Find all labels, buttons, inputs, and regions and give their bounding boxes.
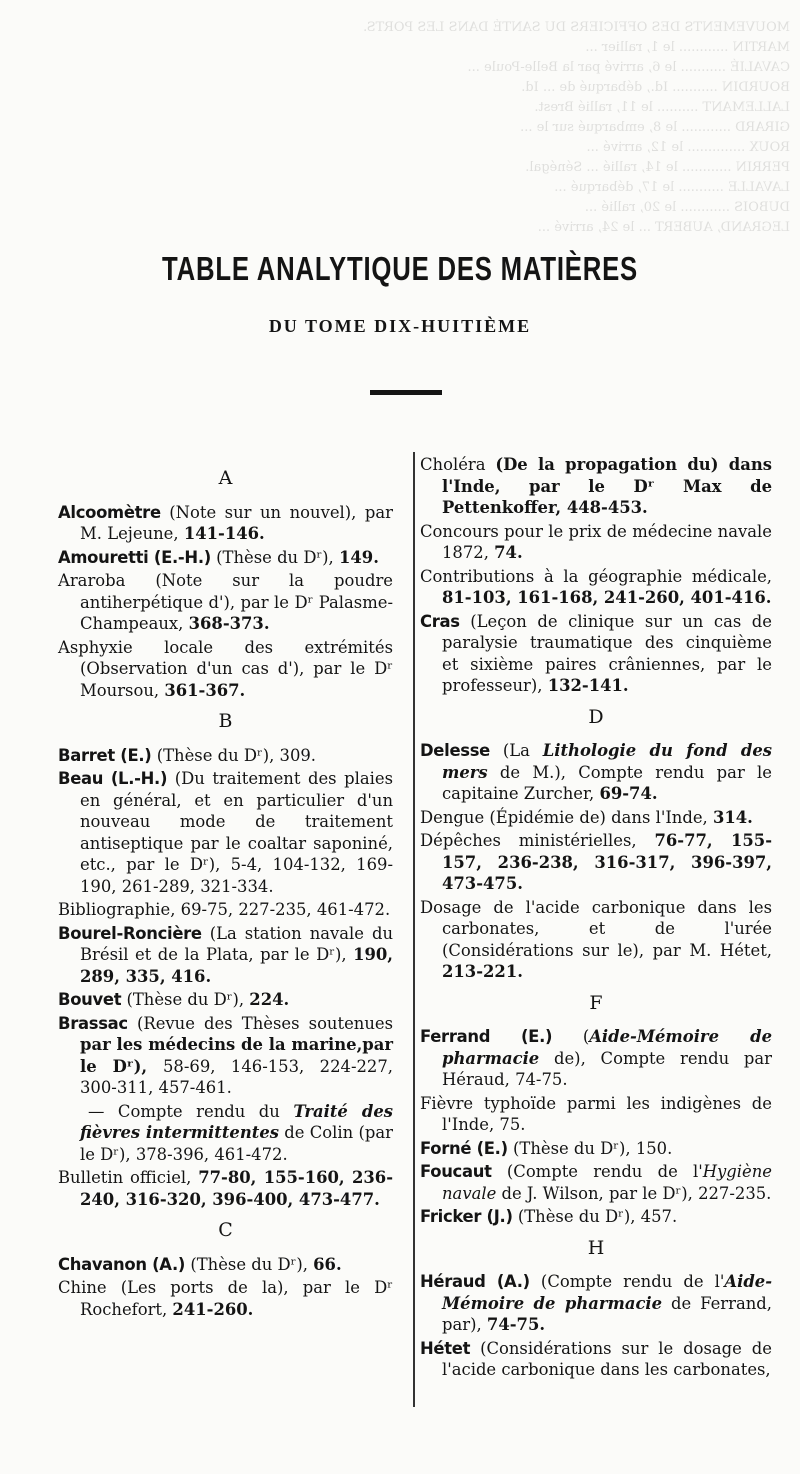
entry-keyword: Delesse [420, 741, 490, 760]
entry-keyword: Alcoomètre [58, 502, 161, 522]
index-entry [420, 521, 772, 564]
entry-pages: 150. [635, 1138, 673, 1158]
entry-text: Fièvre typhoïde parmi les indigènes de l'Inde, [420, 1093, 772, 1134]
bleed-line: MARTIN ............ le 1, rallier ... [585, 40, 790, 55]
entry-pages: 227-235. [698, 1183, 772, 1203]
index-entry [58, 1167, 393, 1210]
index-entry [420, 1271, 772, 1336]
entry-text: (Note sur un nouvel), par M. Lejeune, [80, 502, 393, 543]
entry-text-bold: (De la propagation du) dans l'Inde, par le Dʳ Max de Pettenkoffer, [442, 455, 772, 517]
entry-pages: 74-75. [515, 1070, 568, 1089]
entry-text: Bibliographie, [58, 900, 181, 919]
entry-title-italic: Traité des fièvres intermittentes [80, 1101, 393, 1142]
page-title: TABLE ANALYTIQUE DES MATIÈRES [162, 250, 638, 287]
entry-text: de Colin (par le Dʳ), [80, 1123, 393, 1164]
index-entry [58, 923, 393, 988]
index-entry [420, 566, 772, 609]
entry-text: — Compte rendu du [88, 1101, 294, 1121]
index-entry [420, 807, 772, 829]
index-entry [420, 1338, 772, 1381]
entry-text: Chine (Les ports de la), par le Dʳ Rochefort, [58, 1278, 393, 1319]
entry-text: Contributions à la géographie médicale, [420, 566, 772, 586]
index-entry [58, 547, 393, 569]
entry-text: Asphyxie locale des extrémités (Observation d'un cas d'), par le Dʳ Moursou, [58, 637, 393, 700]
entry-pages: 76-77, 155-157, 236-238, 316-317, 396-397, 473-475. [442, 831, 772, 893]
index-entry [420, 830, 772, 895]
index-entry [58, 1013, 393, 1099]
entry-pages: 378-396, 461-472. [135, 1144, 288, 1164]
entry-text: (Du traitement des plaies en général, et en particulier d'un nouveau mode de traitement antiseptique par le coaltar saponiné, etc., par le Dʳ), [80, 769, 393, 874]
entry-text: (Thèse du Dʳ), [507, 1138, 636, 1158]
entry-text: (Compte rendu de l' [529, 1272, 725, 1291]
bleed-line: DUBOIS ............ le 20, rallié ... [584, 200, 790, 215]
index-entry [58, 502, 393, 545]
title-rule [370, 390, 442, 395]
entry-pages: 457. [640, 1207, 678, 1226]
bleed-line: GIRARD ............ le 8, embarqué sur le ... [520, 120, 790, 135]
entry-title-italic: Lithologie du fond des mers [442, 741, 772, 782]
bleed-line: LEGRAND, AUBERT ... le 24, arrivé ... [537, 220, 790, 235]
entry-text: Dengue (Épidémie de) dans l'Inde, [420, 807, 713, 827]
index-entry [58, 745, 393, 767]
entry-pages: 69-74. [599, 784, 658, 803]
bleed-line: PERRIN ............ le 14, rallié ... Sénégal. [525, 160, 790, 175]
index-entry [58, 570, 393, 635]
bleed-line: LALLEMANT .......... le 11, rallié Brest. [534, 100, 790, 115]
entry-text: Araroba (Note sur la poudre antiherpétique d'), par le Dʳ Palasme-Champeaux, [58, 571, 393, 633]
entry-keyword: Cras [420, 611, 460, 631]
entry-keyword: Bouvet [58, 990, 122, 1009]
index-column-left [58, 454, 393, 1322]
entry-pages: 368-373. [188, 614, 270, 633]
entry-pages: 74. [494, 543, 523, 562]
entry-title-italic: Aide-Mémoire de pharmacie [442, 1027, 772, 1068]
entry-pages: 5-4, 104-132, 169-190, 261-289, 321-334. [80, 855, 393, 896]
entry-pages: 66. [313, 1254, 342, 1274]
entry-title-italic: Aide-Mémoire de pharmacie [442, 1272, 773, 1313]
section-letter-b: B [218, 710, 233, 732]
entry-text: (La [490, 741, 543, 760]
entry-pages: 74-75. [486, 1315, 546, 1334]
index-entry [58, 637, 393, 702]
entry-text: Bulletin officiel, [58, 1168, 199, 1187]
index-entry [420, 1026, 772, 1091]
section-letter-h: H [587, 1236, 605, 1259]
entry-pages: 141-146. [183, 524, 265, 543]
entry-pages: 213-221. [442, 962, 523, 981]
entry-keyword: Foucaut [420, 1162, 492, 1181]
index-entry [58, 1277, 393, 1320]
entry-text: Dosage de l'acide carbonique dans les carbonates, et de l'urée (Considérations sur le), par M. Hétet, [420, 897, 772, 960]
index-entry [420, 1161, 772, 1204]
column-divider [413, 452, 415, 1407]
entry-text: Choléra [420, 455, 496, 474]
entry-text: (Thèse du Dʳ), [185, 1254, 314, 1274]
entry-text: (La station navale du Brésil et de la Plata, par le Dʳ), [80, 923, 393, 964]
bleed-line: BOURDIN ........... Id., débarqué de ... Id. [521, 80, 790, 95]
entry-text: (Thèse du Dʳ), [210, 547, 339, 567]
index-entry [420, 1138, 772, 1160]
bleed-line: CAVALIÉ ........... le 6, arrivé par la Belle-Poule ... [467, 60, 790, 75]
entry-text: (Compte rendu de l' [491, 1162, 703, 1181]
entry-pages: 314. [712, 807, 753, 827]
entry-keyword: Hétet [420, 1338, 471, 1358]
entry-pages: 77-80, 155-160, 236-240, 316-320, 396-400, 473-477. [80, 1168, 394, 1209]
entry-text: ( [552, 1027, 590, 1046]
bleed-through-text [90, 18, 790, 268]
entry-text: (Thèse du Dʳ), [121, 990, 250, 1009]
entry-text: de), Compte rendu par Héraud, [442, 1048, 772, 1089]
page-subtitle: DU TOME DIX-HUITIÈME [268, 316, 532, 336]
entry-pages: 75. [499, 1115, 526, 1134]
index-entry [58, 899, 393, 921]
entry-pages: 190, 289, 335, 416. [80, 945, 393, 986]
entry-pages: 224. [249, 990, 290, 1009]
entry-text: (Considérations sur le dosage de l'acide carbonique dans les carbonates, [442, 1338, 772, 1379]
entry-keyword: Fricker (J.) [420, 1207, 513, 1226]
entry-keyword: Barret (E.) [58, 745, 152, 765]
entry-keyword: Forné (E.) [420, 1138, 508, 1158]
section-letter-f: F [589, 991, 603, 1014]
section-letter-a: A [218, 467, 233, 489]
entry-keyword: Amouretti (E.-H.) [58, 547, 211, 567]
entry-text: (Thèse du Dʳ), [512, 1207, 641, 1226]
entry-pages: 309. [279, 745, 317, 765]
entry-keyword: Beau (L.-H.) [58, 769, 168, 788]
page-header [0, 250, 800, 337]
index-subentry [58, 1101, 393, 1166]
entry-pages: 58-69, 146-153, 224-227, 300-311, 457-461. [80, 1056, 393, 1097]
entry-text: (Leçon de clinique sur un cas de paralysie traumatique des cinquième et sixième paires crâniennes, par le professeur), [442, 611, 772, 695]
entry-keyword: Héraud (A.) [420, 1272, 530, 1291]
entry-pages: 132-141. [547, 676, 629, 695]
index-entry [420, 740, 772, 805]
entry-text: Dépêches ministérielles, [420, 831, 655, 850]
index-entry [58, 989, 393, 1011]
index-entry [420, 611, 772, 697]
entry-keyword: Brassac [58, 1013, 128, 1033]
bleed-line: ROUX .............. le 12, arrivé ... [586, 140, 790, 155]
entry-text: de J. Wilson, par le Dʳ), [496, 1183, 699, 1203]
bleed-line: MOUVEMENTS DES OFFICIERS DU SANTÉ DANS LES PORTS. [363, 20, 790, 35]
index-entry [420, 1206, 772, 1228]
section-letter-d: D [588, 705, 604, 728]
bleed-line: LAVALLE ........... le 17, débarqué ... [554, 180, 790, 195]
entry-pages: 149. [338, 547, 379, 567]
entry-pages: 81-103, 161-168, 241-260, 401-416. [442, 588, 772, 607]
entry-keyword: Ferrand (E.) [420, 1027, 553, 1046]
index-entry [420, 1093, 772, 1136]
entry-pages: 241-260. [172, 1299, 254, 1319]
index-entry [420, 454, 772, 519]
index-entry [420, 897, 772, 983]
entry-pages: 361-367. [164, 680, 246, 700]
section-letter-c: C [218, 1219, 233, 1241]
entry-pages: 69-75, 227-235, 461-472. [180, 900, 391, 919]
entry-text: de Ferrand, par), [442, 1293, 772, 1334]
entry-keyword: Bourel-Roncière [58, 923, 202, 943]
entry-text: Concours pour le prix de médecine navale 1872, [420, 521, 772, 562]
index-column-right [420, 454, 772, 1383]
entry-text: (Revue des Thèses soutenues [127, 1013, 393, 1033]
index-entry [58, 1254, 393, 1276]
entry-text: de M.), Compte rendu par le capitaine Zurcher, [442, 762, 772, 803]
entry-text-bold: par les médecins de la marine,par le Dʳ), [80, 1035, 393, 1076]
index-entry [58, 768, 393, 897]
entry-title-italic: Hygiène navale [442, 1162, 772, 1203]
entry-keyword: Chavanon (A.) [58, 1254, 186, 1274]
entry-pages: 448-453. [566, 498, 648, 517]
entry-text: (Thèse du Dʳ), [151, 745, 280, 765]
